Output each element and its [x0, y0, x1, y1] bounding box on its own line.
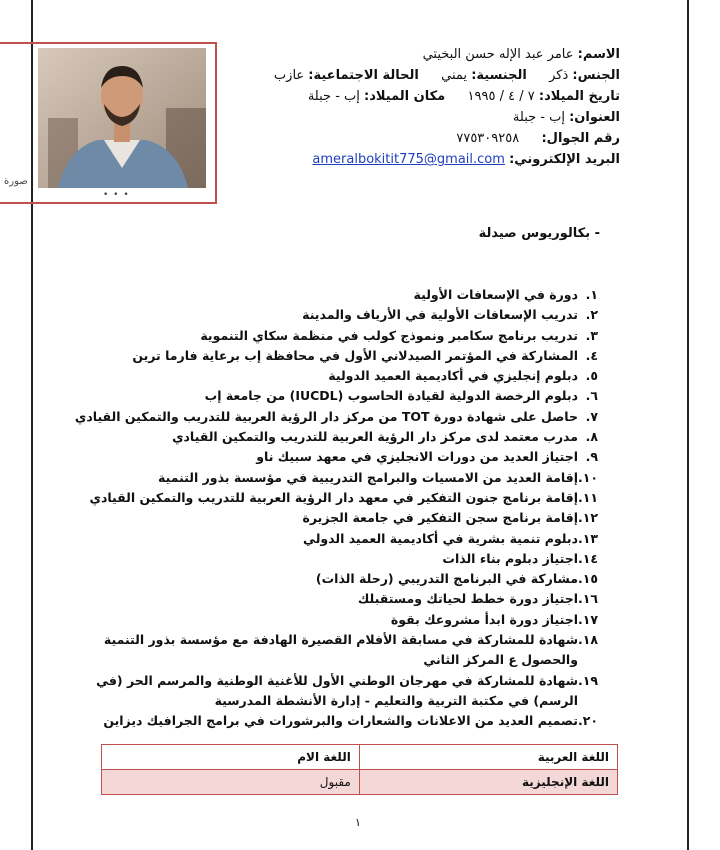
- list-item-text: المشاركة في المؤتمر الصيدلاني الأول في محافظة إب برعاية فارما ترين: [132, 347, 578, 363]
- list-item-text: اجتياز العديد من دورات الانجليزي في معهد سبيك ناو: [256, 449, 578, 465]
- list-item-number: ١٩.: [577, 672, 598, 688]
- personal-info: [240, 44, 620, 170]
- degree-line: - بكالوريوس صيدلة: [478, 226, 600, 241]
- marital-value: عازب: [273, 68, 305, 83]
- gender-label: الجنس:: [572, 68, 620, 83]
- address-label: العنوان:: [569, 110, 620, 125]
- list-item-text: تدريب برنامج سكامبر ونموذج كولب في منظمة سكاي التنموية: [200, 327, 578, 343]
- list-item-text: تدريب الإسعافات الأولية في الأرياف والمدينة: [302, 307, 578, 323]
- photo-dots: • • •: [103, 190, 130, 200]
- list-item: [58, 508, 598, 528]
- list-item-number: ٧.: [585, 408, 598, 424]
- course-list: [58, 285, 598, 732]
- phone-row: [240, 128, 620, 149]
- list-item-number: ٢.: [585, 307, 598, 323]
- list-item-number: ٨.: [585, 429, 598, 445]
- list-item-text: دبلوم إنجليزي في أكاديمية العميد الدولية: [328, 368, 578, 384]
- list-item: [58, 569, 598, 589]
- list-item-number: ١١.: [577, 489, 598, 505]
- list-item: [58, 529, 598, 549]
- list-item-number: ١٠.: [577, 469, 598, 485]
- list-item: [58, 407, 598, 427]
- list-item-text: اجتياز دورة ابدأ مشروعك بقوة: [390, 611, 578, 627]
- list-item-text: إقامة برنامج سجن التفكير في جامعة الجزيرة: [302, 510, 578, 526]
- list-item: [58, 671, 598, 712]
- list-item: [58, 285, 598, 305]
- nationality-value: يمني: [441, 68, 468, 83]
- right-margin-line: [687, 0, 689, 850]
- gender-row: [240, 65, 620, 86]
- phone-value: ٧٧٥٣٠٩٢٥٨: [456, 131, 520, 146]
- nationality-label: الجنسية:: [471, 68, 527, 83]
- list-item-text: شهادة للمشاركة في مسابقة الأفلام القصيرة الهادفة مع مؤسسة بذور التنمية والحصول ع المركز الثاني: [103, 632, 578, 668]
- list-item-text: شهادة للمشاركة في مهرجان الوطني الأول للأغنية الوطنية والمرسم الحر (في الرسم) في مكتبة التربية والتعليم - إدارة الأنشطة المدرسية: [96, 672, 578, 708]
- list-item-number: ٦.: [585, 388, 598, 404]
- phone-label: رقم الجوال:: [541, 131, 620, 146]
- list-item: [58, 630, 598, 671]
- list-item-number: ١٤.: [577, 550, 598, 566]
- address-row: [240, 107, 620, 128]
- list-item-number: ٥.: [585, 368, 598, 384]
- list-item: [58, 305, 598, 325]
- list-item-text: حاصل على شهادة دورة TOT من مركز دار الرؤية العربية للتدريب والتمكين القيادي: [74, 408, 578, 424]
- english-language-level: مقبول: [102, 770, 360, 795]
- birth-row: [240, 86, 620, 107]
- list-item-text: إقامة العديد من الامسيات والبرامج التدريبية في مؤسسة بذور التنمية: [158, 469, 578, 485]
- email-row: [240, 149, 620, 170]
- list-item-number: ٢٠.: [577, 713, 598, 729]
- list-item: [58, 610, 598, 630]
- arabic-row: [102, 745, 618, 770]
- languages-table: [101, 744, 618, 795]
- list-item-number: ١٥.: [577, 571, 598, 587]
- arabic-language-level: اللغة الام: [102, 745, 360, 770]
- list-item-text: إقامة برنامج جنون التفكير في معهد دار الرؤية العربية للتدريب والتمكين القيادي: [89, 489, 578, 505]
- birthdate-value: ٧ / ٤ / ١٩٩٥: [467, 89, 535, 104]
- gender-value: ذكر: [549, 68, 569, 83]
- birthplace-value: إب - جبلة: [307, 89, 360, 104]
- list-item: [58, 589, 598, 609]
- list-item-text: تصميم العديد من الاعلانات والشعارات والبرشورات في برامج الجرافيك ديزاين: [103, 713, 578, 729]
- email-link[interactable]: ameralbokitit775@gmail.com: [312, 152, 505, 167]
- list-item: [58, 366, 598, 386]
- marital-label: الحالة الاجتماعية:: [308, 68, 419, 83]
- english-language-label: اللغة الإنجليزية: [359, 770, 617, 795]
- list-item: [58, 346, 598, 366]
- list-item-text: دبلوم الرخصة الدولية لقيادة الحاسوب (IUCDL) من جامعة إب: [204, 388, 578, 404]
- list-item-number: ٤.: [585, 347, 598, 363]
- list-item: [58, 488, 598, 508]
- list-item: [58, 549, 598, 569]
- english-row: [102, 770, 618, 795]
- list-item: [58, 386, 598, 406]
- list-item: [58, 326, 598, 346]
- list-item-number: ١٨.: [577, 632, 598, 648]
- email-label: البريد الإلكتروني:: [509, 152, 620, 167]
- name-row: [240, 44, 620, 65]
- list-item-number: ١.: [585, 287, 598, 302]
- list-item-text: دورة في الإسعافات الأولية: [413, 287, 578, 302]
- list-item-number: ١٦.: [577, 591, 598, 607]
- list-item-number: ٩.: [585, 449, 598, 465]
- list-item: [58, 427, 598, 447]
- list-item-number: ١٧.: [577, 611, 598, 627]
- list-item-number: ١٢.: [577, 510, 598, 526]
- profile-photo: [38, 48, 206, 188]
- list-item-text: اجتياز دبلوم بناء الذات: [442, 550, 578, 566]
- photo-caption: صورة: [4, 176, 28, 187]
- name-value: عامر عبد الإله حسن البخيتي: [422, 47, 574, 62]
- list-item: [58, 447, 598, 467]
- list-item-text: اجتياز دورة خطط لحياتك ومستقبلك: [357, 591, 578, 607]
- birthdate-label: تاريخ الميلاد:: [538, 89, 620, 104]
- list-item: [58, 711, 598, 731]
- list-item-text: مشاركة في البرنامج التدريبي (رحلة الذات): [315, 571, 578, 587]
- birthplace-label: مكان الميلاد:: [364, 89, 446, 104]
- list-item-number: ٣.: [585, 327, 598, 343]
- list-item: [58, 468, 598, 488]
- address-value: إب - جبلة: [512, 110, 565, 125]
- page-number: ١: [355, 816, 361, 829]
- name-label: الاسم:: [577, 47, 620, 62]
- list-item-number: ١٣.: [577, 530, 598, 546]
- list-item-text: دبلوم تنمية بشرية في أكاديمية العميد الدولي: [303, 530, 578, 546]
- list-item-text: مدرب معتمد لدى مركز دار الرؤية العربية للتدريب والتمكين القيادي: [172, 429, 578, 445]
- arabic-language-label: اللغة العربية: [359, 745, 617, 770]
